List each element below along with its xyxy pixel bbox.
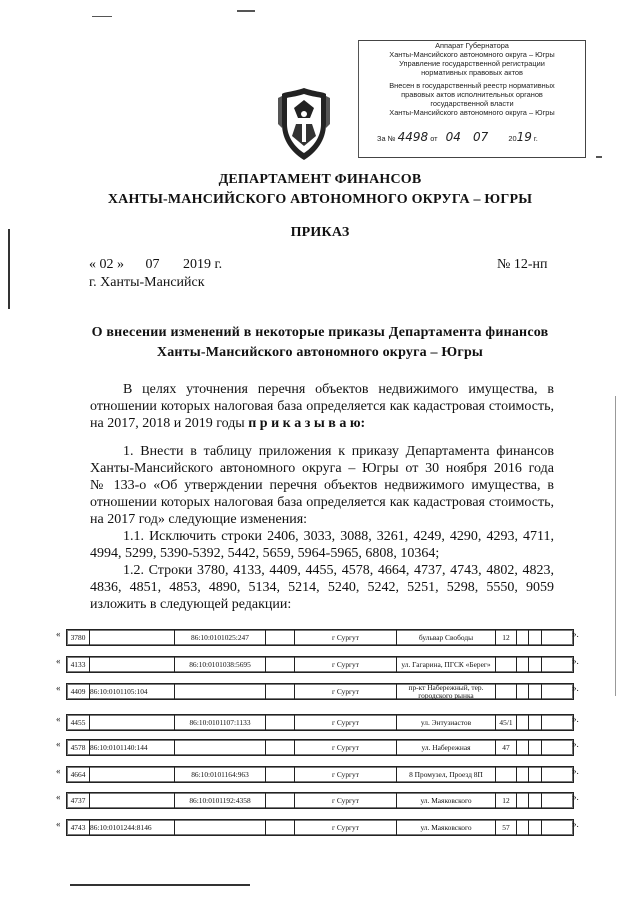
cell-cadastral-number: 86:10:0101244:8146 — [90, 820, 175, 835]
cell-row-number: 4133 — [67, 657, 90, 672]
row-box — [66, 792, 574, 809]
cell-cadastral-number: 86:10:0101025:247 — [175, 630, 266, 645]
cell-row-number: 4409 — [67, 684, 90, 699]
cell-house: 12 — [496, 793, 517, 808]
cell-city: г Сургут — [295, 630, 397, 645]
order-number: № 12-нп — [497, 257, 548, 272]
cell-empty — [542, 684, 572, 699]
cell-empty — [542, 657, 572, 672]
cell-empty — [542, 715, 572, 730]
scan-speck — [237, 10, 255, 12]
cell-street: 8 Промузел, Проезд 8П — [397, 767, 496, 782]
table-row — [56, 764, 579, 783]
registration-stamp — [358, 40, 586, 158]
cell-row-number: 4578 — [67, 740, 90, 755]
table-row — [56, 817, 579, 836]
cell-city: г Сургут — [295, 657, 397, 672]
coat-of-arms-icon — [272, 84, 336, 164]
order-day: « 02 » — [89, 257, 124, 272]
cell-empty — [266, 684, 295, 699]
cell-city: г Сургут — [295, 820, 397, 835]
order-month: 07 — [145, 257, 160, 272]
cell-cadastral-number: 86:10:0101164:963 — [175, 767, 266, 782]
row-open-quote: « — [56, 714, 61, 724]
cell-cadastral-number — [90, 715, 175, 730]
table-row — [56, 712, 579, 731]
table-row — [56, 790, 579, 809]
cell-street: ул. Маяковского — [397, 793, 496, 808]
row-close-quote: ». — [572, 819, 579, 829]
row-close-quote: ». — [572, 766, 579, 776]
cell-city: г Сургут — [295, 793, 397, 808]
cell-house: 45/1 — [496, 715, 517, 730]
paragraph-preamble: В целях уточнения перечня объектов недвижимого имущества, в отношении которых налоговая база определяется как кадастровая стоимость, на 2017, 2018 и 2019 годы п р и к а з ы в а ю: — [90, 382, 554, 431]
row-close-quote: ». — [572, 629, 579, 639]
row-box — [66, 739, 574, 756]
cell-empty — [529, 793, 542, 808]
table-row — [56, 654, 579, 673]
row-open-quote: « — [56, 683, 61, 693]
stamp-line: Ханты-Мансийского автономного округа – Югры — [389, 108, 555, 117]
paragraph-item-1: 1. Внести в таблицу приложения к приказу Департамента финансов Ханты-Мансийского автономного округа – Югры от 30 ноября 2016 года № 133-о «Об утверждении перечня объектов недвижимого имущества, в отношении которых налоговая база определяется как кадастровая стоимость, на 2017 год» следующие изменения: — [90, 444, 554, 527]
row-close-quote: ». — [572, 683, 579, 693]
cell-city: г Сургут — [295, 684, 397, 699]
cell-empty — [529, 657, 542, 672]
stamp-line: Внесен в государственный реестр нормативных — [389, 81, 555, 90]
row-open-quote: « — [56, 819, 61, 829]
cell-house — [496, 767, 517, 782]
row-open-quote: « — [56, 766, 61, 776]
cell-house — [496, 657, 517, 672]
cell-empty — [517, 684, 529, 699]
cell-empty — [517, 630, 529, 645]
cell-house: 47 — [496, 740, 517, 755]
paragraph-item-1-2: 1.2. Строки 3780, 4133, 4409, 4455, 4578, 4664, 4737, 4743, 4802, 4823, 4836, 4851, 4853, 4890, 5134, 5214, 5240, 5242, 5251, 5298, 5550, 9059 изложить в следующей редакции: — [90, 563, 554, 612]
cell-cadastral-number: 86:10:0101038:5695 — [175, 657, 266, 672]
row-close-quote: ». — [572, 792, 579, 802]
stamp-line: государственной власти — [430, 99, 514, 108]
row-box — [66, 656, 574, 673]
row-open-quote: « — [56, 739, 61, 749]
cell-cadastral-number — [90, 630, 175, 645]
cell-cadastral-number: 86:10:0101107:1133 — [175, 715, 266, 730]
cell-empty — [529, 767, 542, 782]
cell-empty — [542, 630, 572, 645]
order-title-line1: О внесении изменений в некоторые приказы Департамента финансов — [91, 325, 549, 340]
scan-margin-line — [8, 229, 10, 309]
cell-cadastral-number: 86:10:0101105:104 — [90, 684, 175, 699]
cell-empty — [266, 715, 295, 730]
scan-bottom-line — [70, 884, 250, 886]
scan-margin-line — [615, 396, 616, 696]
scan-speck — [92, 16, 112, 17]
row-close-quote: ». — [572, 739, 579, 749]
table-row — [56, 627, 579, 646]
cell-row-number: 4455 — [67, 715, 90, 730]
cell-empty — [529, 715, 542, 730]
cell-row-number: 4737 — [67, 793, 90, 808]
department-title: ДЕПАРТАМЕНТ ФИНАНСОВ — [218, 172, 422, 187]
cell-empty — [517, 820, 529, 835]
cell-empty — [266, 630, 295, 645]
table-row — [56, 737, 579, 756]
row-box — [66, 766, 574, 783]
document-type: ПРИКАЗ — [290, 225, 350, 240]
cell-empty — [266, 740, 295, 755]
cell-empty — [266, 793, 295, 808]
stamp-line: Аппарат Губернатора — [435, 41, 509, 50]
order-date — [89, 257, 222, 273]
cell-street: ул. Набережная — [397, 740, 496, 755]
cell-empty — [517, 793, 529, 808]
cell-empty — [529, 684, 542, 699]
cell-house: 57 — [496, 820, 517, 835]
cell-cadastral-number — [175, 684, 266, 699]
row-open-quote: « — [56, 629, 61, 639]
cell-empty — [529, 630, 542, 645]
row-open-quote: « — [56, 792, 61, 802]
paragraph-item-1-1: 1.1. Исключить строки 2406, 3033, 3088, 3261, 4249, 4290, 4293, 4711, 4994, 5299, 5390-5392, 5442, 5659, 5964-5965, 6808, 10364; — [90, 529, 554, 561]
stamp-line: Управление государственной регистрации — [399, 59, 545, 68]
scan-speck — [596, 156, 602, 158]
cell-empty — [542, 793, 572, 808]
cell-row-number: 3780 — [67, 630, 90, 645]
cell-city: г Сургут — [295, 767, 397, 782]
cell-empty — [517, 767, 529, 782]
stamp-registration-number: За № 4498 от 04 07 2019 г. — [377, 130, 538, 144]
cell-empty — [529, 740, 542, 755]
cell-house: 12 — [496, 630, 517, 645]
row-box — [66, 819, 574, 836]
cell-street: пр-кт Набережный, тер. городского рынка — [397, 684, 496, 699]
cell-street: ул. Гагарина, ПГСК «Берег» — [397, 657, 496, 672]
cell-street: бульвар Свободы — [397, 630, 496, 645]
row-close-quote: ». — [572, 656, 579, 666]
department-subtitle: ХАНТЫ-МАНСИЙСКОГО АВТОНОМНОГО ОКРУГА – ЮГРЫ — [107, 192, 533, 207]
cell-cadastral-number: 86:10:0101192:4358 — [175, 793, 266, 808]
cell-empty — [542, 767, 572, 782]
cell-city: г Сургут — [295, 740, 397, 755]
cell-street: ул. Маяковского — [397, 820, 496, 835]
order-year: 2019 г. — [183, 257, 223, 272]
table-row — [56, 681, 579, 700]
cell-city: г Сургут — [295, 715, 397, 730]
cell-cadastral-number — [90, 657, 175, 672]
stamp-line: нормативных правовых актов — [421, 68, 523, 77]
cell-cadastral-number — [90, 793, 175, 808]
cell-cadastral-number — [175, 820, 266, 835]
stamp-line: правовых актов исполнительных органов — [401, 90, 543, 99]
cell-street: ул. Энтузиастов — [397, 715, 496, 730]
row-box — [66, 629, 574, 646]
cell-empty — [517, 657, 529, 672]
cell-empty — [542, 820, 572, 835]
cell-row-number: 4743 — [67, 820, 90, 835]
stamp-line: Ханты-Мансийского автономного округа – Югры — [389, 50, 555, 59]
cell-cadastral-number — [175, 740, 266, 755]
order-city: г. Ханты-Мансийск — [89, 275, 205, 290]
cell-empty — [542, 740, 572, 755]
cell-empty — [266, 767, 295, 782]
cell-empty — [266, 657, 295, 672]
cell-empty — [517, 715, 529, 730]
cell-cadastral-number: 86:10:0101140:144 — [90, 740, 175, 755]
cell-row-number: 4664 — [67, 767, 90, 782]
cell-empty — [529, 820, 542, 835]
cell-empty — [517, 740, 529, 755]
order-title-line2: Ханты-Мансийского автономного округа – Югры — [156, 345, 484, 360]
cell-cadastral-number — [90, 767, 175, 782]
cell-house — [496, 684, 517, 699]
row-close-quote: ». — [572, 714, 579, 724]
row-open-quote: « — [56, 656, 61, 666]
row-box — [66, 714, 574, 731]
row-box — [66, 683, 574, 700]
cell-empty — [266, 820, 295, 835]
